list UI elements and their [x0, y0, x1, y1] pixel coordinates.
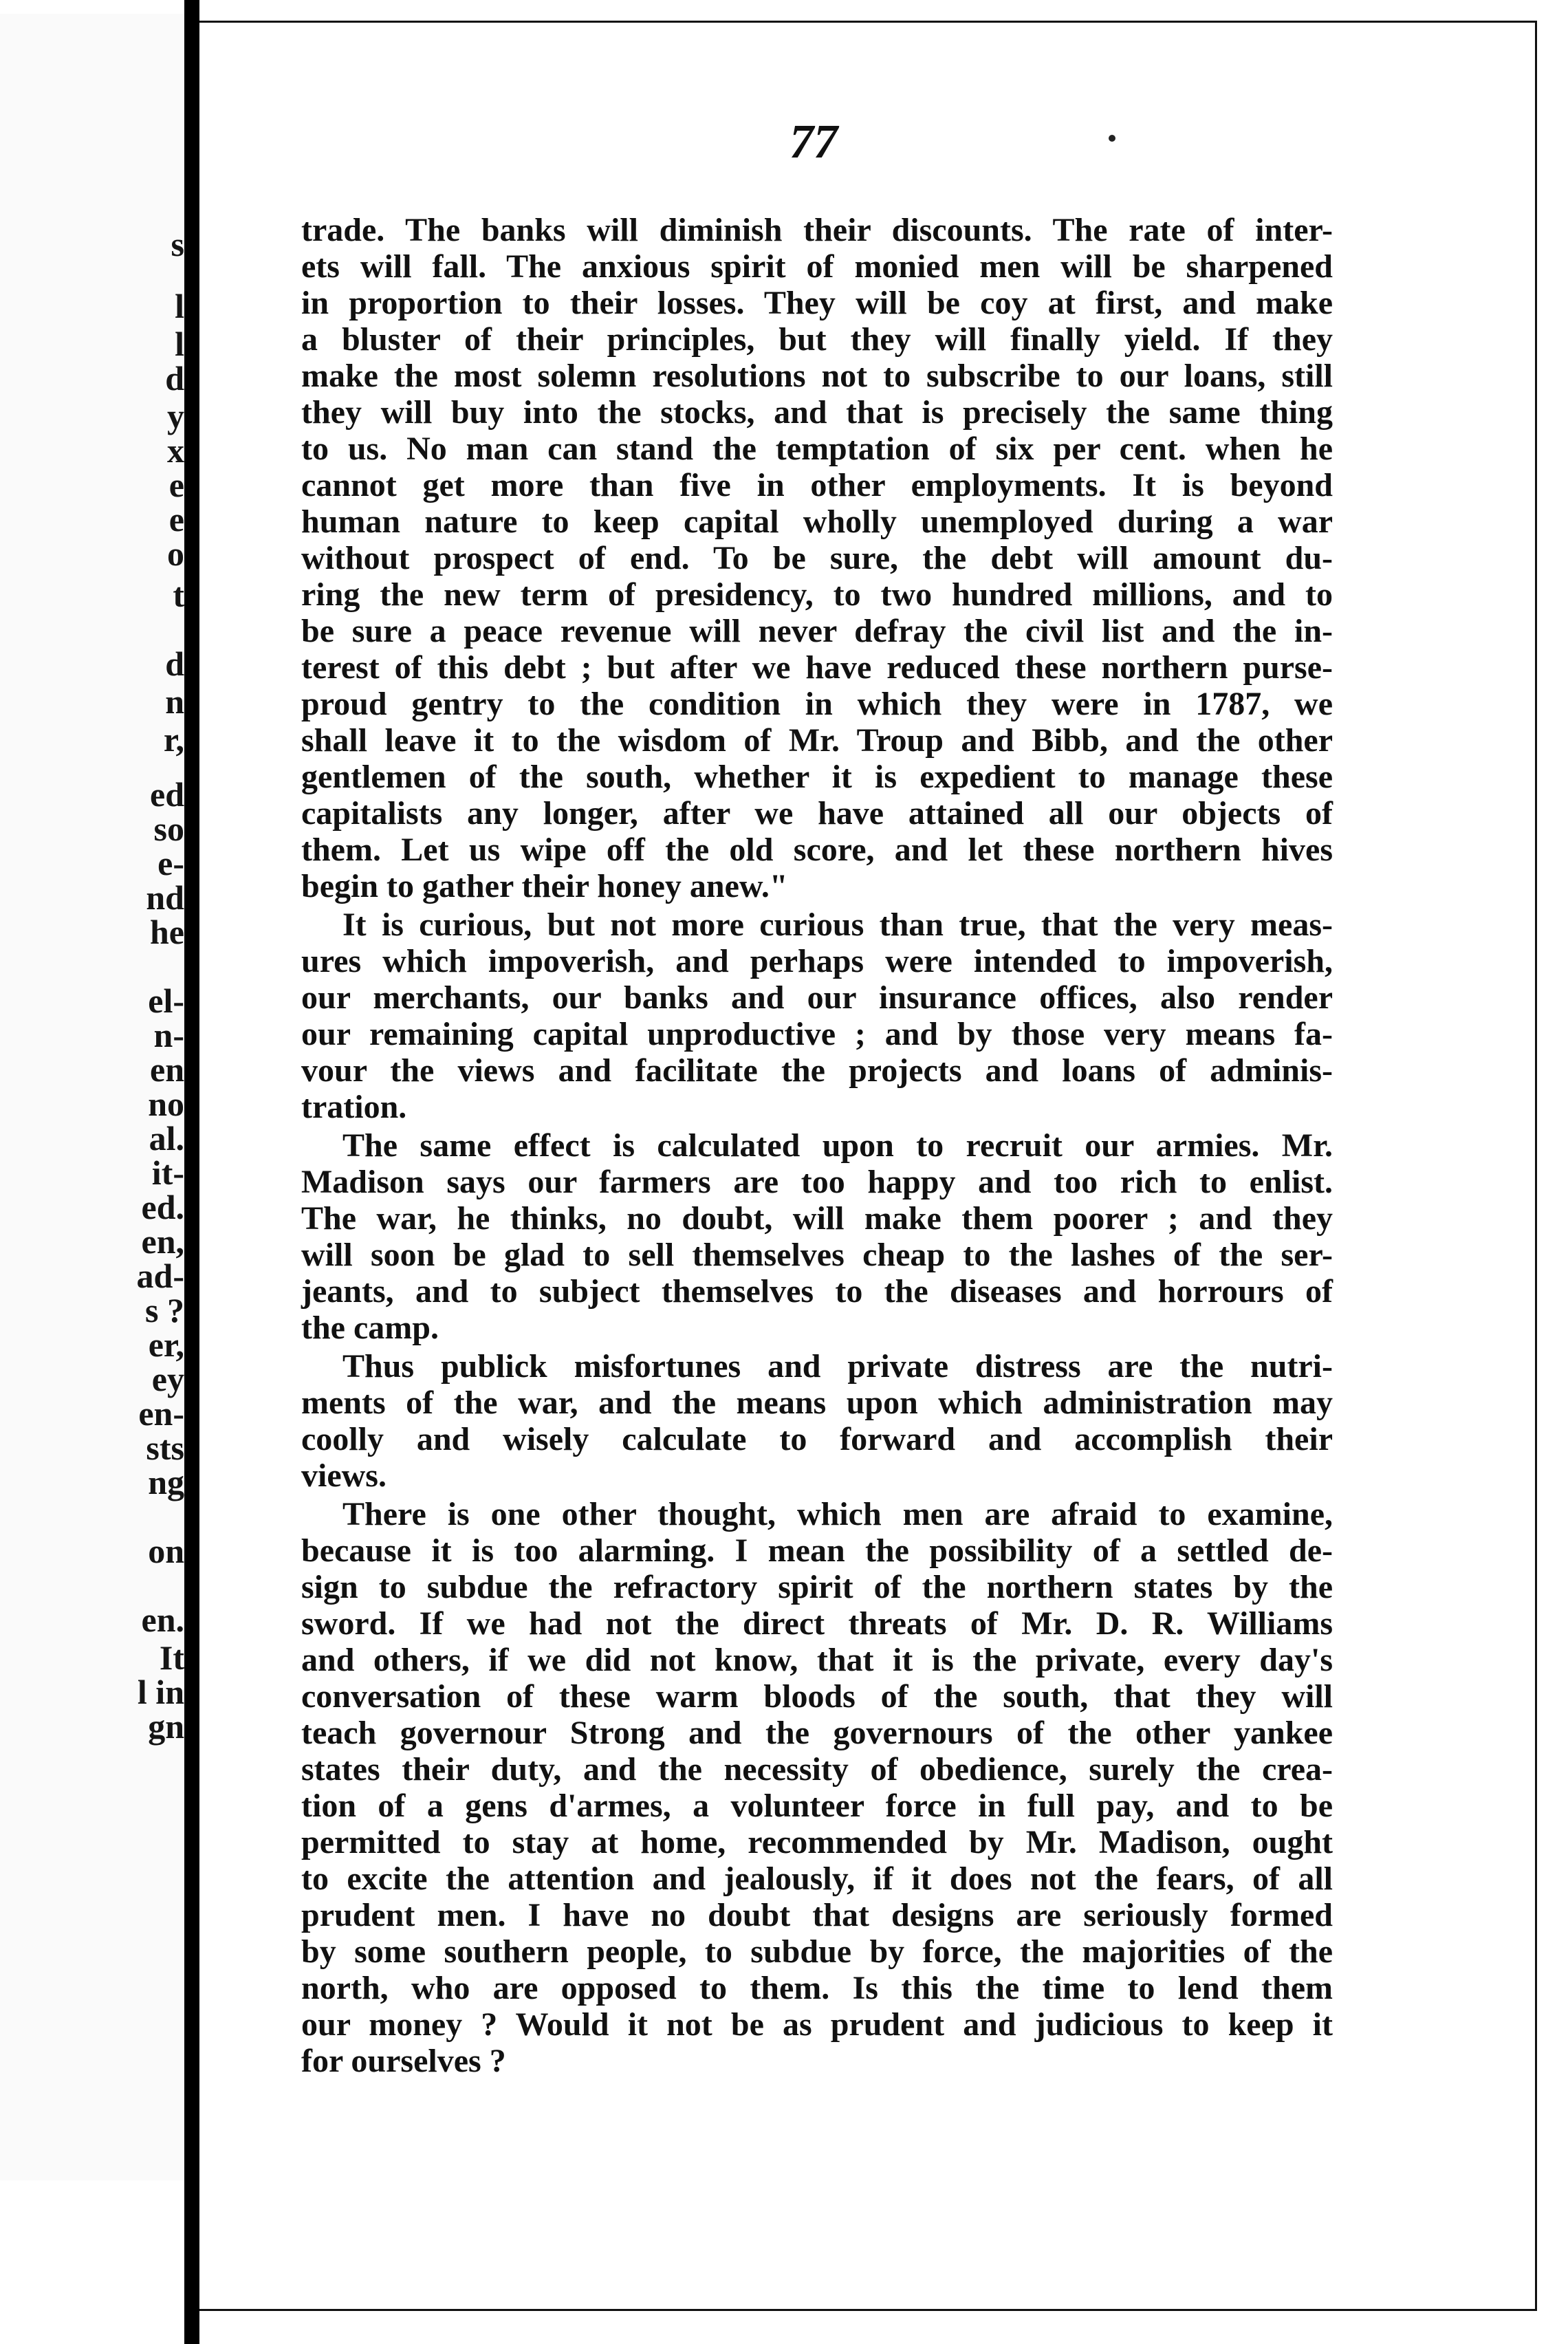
text-line: them. Let us wipe off the old score, and let these northern hives — [301, 832, 1333, 868]
facing-page-text-fragment: It — [159, 1638, 184, 1677]
facing-page-text-fragment: gn — [148, 1707, 184, 1746]
facing-page-text-fragment: en, — [141, 1222, 184, 1261]
facing-page-text-fragment: n — [165, 682, 184, 721]
facing-page-text-fragment: sts — [146, 1429, 184, 1467]
text-line: tration. — [301, 1089, 407, 1125]
text-line: sign to subdue the refractory spirit of the northern states by the — [301, 1569, 1333, 1605]
text-line: coolly and wisely calculate to forward and accomplish their — [301, 1421, 1333, 1457]
facing-page-text-fragment: he — [150, 913, 184, 951]
text-line: tion of a gens d'armes, a volunteer force in full pay, and to be — [301, 1788, 1333, 1824]
facing-page-text-fragment: n- — [153, 1016, 184, 1054]
facing-page-text-fragment: so — [153, 810, 184, 848]
facing-page-text-fragment: ed — [150, 775, 184, 814]
text-line: conversation of these warm bloods of the south, that they will — [301, 1678, 1333, 1715]
text-line: be sure a peace revenue will never defray the civil list and the in- — [301, 613, 1333, 649]
facing-page-text-fragment: e- — [157, 844, 184, 882]
text-line: they will buy into the stocks, and that is precisely the same thing — [301, 394, 1333, 431]
paragraph-5 — [301, 1496, 1333, 2079]
facing-page-text-fragment: s ? — [145, 1291, 184, 1330]
text-line: sword. If we had not the direct threats of Mr. D. R. Williams — [301, 1605, 1333, 1642]
text-line: prudent men. I have no doubt that designs are seriously formed — [301, 1897, 1333, 1933]
text-line: jeants, and to subject themselves to the diseases and horrours of — [301, 1273, 1333, 1310]
facing-page-text-fragment: l in — [137, 1673, 184, 1711]
facing-page-text-fragment: y — [167, 397, 184, 435]
facing-page-text-fragment: ad- — [136, 1257, 184, 1295]
text-line: for ourselves ? — [301, 2043, 506, 2079]
text-line: to us. No man can stand the temptation of six per cent. when he — [301, 431, 1333, 467]
ink-dot — [1109, 135, 1115, 142]
text-line: permitted to stay at home, recommended by Mr. Madison, ought — [301, 1824, 1333, 1860]
text-line: shall leave it to the wisdom of Mr. Troup and Bibb, and the other — [301, 722, 1333, 759]
text-line: gentlemen of the south, whether it is expedient to manage these — [301, 759, 1333, 795]
facing-page-text-fragment: ed. — [141, 1188, 184, 1226]
text-line: ring the new term of presidency, to two hundred millions, and to — [301, 576, 1333, 613]
text-line: Madison says our farmers are too happy and too rich to enlist. — [301, 1164, 1333, 1200]
text-line: The war, he thinks, no doubt, will make them poorer ; and they — [301, 1200, 1333, 1237]
facing-page-text-fragment: el- — [148, 981, 184, 1020]
text-line: terest of this debt ; but after we have reduced these northern purse- — [301, 649, 1333, 686]
paragraph-2 — [301, 907, 1333, 1125]
paragraph-3 — [301, 1127, 1333, 1346]
text-line: capitalists any longer, after we have attained all our objects of — [301, 795, 1333, 832]
facing-page-text-fragment: en- — [138, 1394, 184, 1433]
facing-page-text-fragment: d — [165, 644, 184, 683]
text-line: teach governour Strong and the governours of the other yankee — [301, 1715, 1333, 1751]
text-line: north, who are opposed to them. Is this the time to lend them — [301, 1970, 1333, 2006]
text-line: make the most solemn resolutions not to subscribe to our loans, still — [301, 358, 1333, 394]
text-line: There is one other thought, which men are afraid to examine, — [342, 1496, 1333, 1532]
facing-page-text-fragment: it- — [151, 1153, 184, 1192]
body-text — [301, 212, 1333, 2081]
paragraph-4 — [301, 1348, 1333, 1494]
facing-page-text-fragment: en. — [141, 1600, 184, 1639]
text-line: begin to gather their honey anew." — [301, 868, 788, 904]
text-line: It is curious, but not more curious than true, that the very meas- — [342, 907, 1333, 943]
page-number: 77 — [790, 116, 838, 169]
facing-page-text-fragment: x — [167, 431, 184, 470]
text-line: without prospect of end. To be sure, the debt will amount du- — [301, 540, 1333, 576]
text-line: the camp. — [301, 1310, 439, 1346]
text-line: ments of the war, and the means upon which administration may — [301, 1385, 1333, 1421]
text-line: cannot get more than five in other employments. It is beyond — [301, 467, 1333, 503]
paragraph-1 — [301, 212, 1333, 904]
text-line: human nature to keep capital wholly unemployed during a war — [301, 503, 1333, 540]
facing-page-text-fragment: no — [148, 1085, 184, 1123]
text-line: a bluster of their principles, but they will finally yield. If they — [301, 321, 1333, 358]
page-right-margin — [1537, 0, 1568, 2344]
facing-page-text-fragment: on — [148, 1532, 184, 1570]
text-line: because it is too alarming. I mean the possibility of a settled de- — [301, 1532, 1333, 1569]
book-gutter — [184, 0, 199, 2344]
text-line: our merchants, our banks and our insurance offices, also render — [301, 979, 1333, 1016]
facing-page-text-fragment: e — [168, 466, 184, 504]
facing-page-text-fragment: ey — [151, 1360, 184, 1398]
text-line: ets will fall. The anxious spirit of monied men will be sharpened — [301, 248, 1333, 285]
facing-page-text-fragment: e — [168, 500, 184, 539]
facing-page-text-fragment: l — [175, 325, 184, 363]
text-line: views. — [301, 1457, 386, 1494]
facing-page-text-fragment: o — [167, 534, 184, 573]
text-line: vour the views and facilitate the projects and loans of adminis- — [301, 1052, 1333, 1089]
text-line: by some southern people, to subdue by force, the majorities of the — [301, 1933, 1333, 1970]
facing-page-fragment — [0, 14, 184, 2180]
facing-page-text-fragment: en — [150, 1050, 184, 1089]
text-line: in proportion to their losses. They will be coy at first, and make — [301, 285, 1333, 321]
facing-page-text-fragment: al. — [149, 1119, 184, 1158]
facing-page-text-fragment: l — [175, 287, 184, 325]
facing-page-text-fragment: t — [173, 576, 184, 614]
facing-page-text-fragment: er, — [148, 1325, 184, 1364]
text-line: proud gentry to the condition in which they were in 1787, we — [301, 686, 1333, 722]
facing-page-text-fragment: ng — [148, 1463, 184, 1501]
text-line: trade. The banks will diminish their discounts. The rate of inter- — [301, 212, 1333, 248]
text-line: and others, if we did not know, that it is the private, every day's — [301, 1642, 1333, 1678]
text-line: our money ? Would it not be as prudent and judicious to keep it — [301, 2006, 1333, 2043]
facing-page-text-fragment: s — [171, 225, 184, 263]
text-line: Thus publick misfortunes and private distress are the nutri- — [342, 1348, 1333, 1385]
facing-page-text-fragment: d — [165, 359, 184, 398]
text-line: states their duty, and the necessity of obedience, surely the crea- — [301, 1751, 1333, 1788]
text-line: ures which impoverish, and perhaps were intended to impoverish, — [301, 943, 1333, 979]
facing-page-text-fragment: r, — [163, 720, 184, 759]
text-line: our remaining capital unproductive ; and by those very means fa- — [301, 1016, 1333, 1052]
text-line: The same effect is calculated upon to recruit our armies. Mr. — [342, 1127, 1333, 1164]
text-line: will soon be glad to sell themselves cheap to the lashes of the ser- — [301, 1237, 1333, 1273]
facing-page-text-fragment: nd — [146, 878, 184, 917]
text-line: to excite the attention and jealously, if it does not the fears, of all — [301, 1860, 1333, 1897]
